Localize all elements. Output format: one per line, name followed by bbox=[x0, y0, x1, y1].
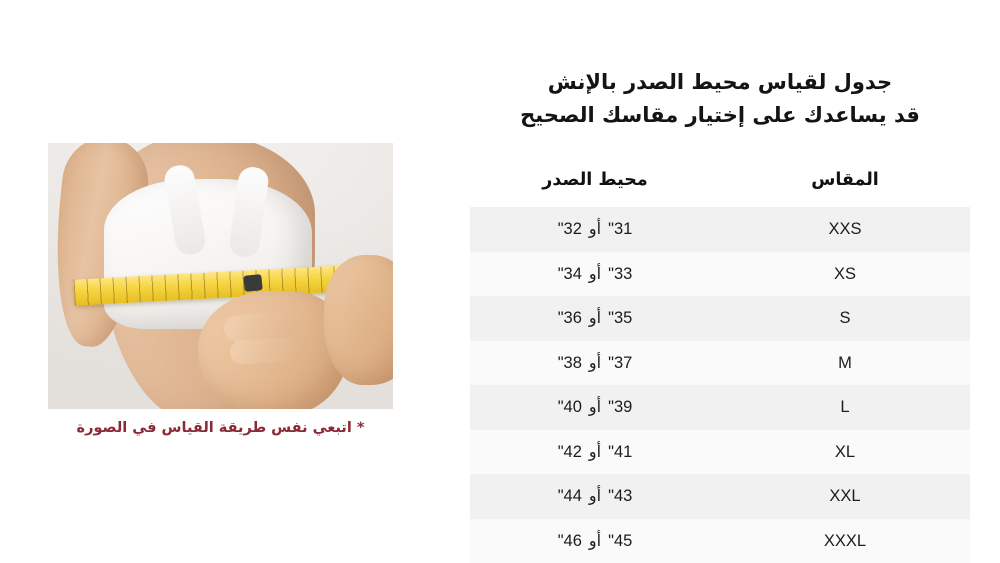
chest-value-a: 35" bbox=[608, 310, 632, 327]
chest-conjunction: أو bbox=[589, 399, 601, 415]
finger-shape bbox=[229, 337, 296, 364]
chest-value-b: 34" bbox=[558, 266, 582, 283]
chest-conjunction: أو bbox=[589, 533, 601, 549]
cell-size: XL bbox=[720, 444, 970, 461]
table-row bbox=[470, 430, 970, 475]
cell-chest bbox=[470, 488, 720, 505]
chest-conjunction: أو bbox=[589, 355, 601, 371]
table-row bbox=[470, 296, 970, 341]
cell-chest bbox=[470, 221, 720, 238]
chest-conjunction: أو bbox=[589, 221, 601, 237]
chest-value-b: 40" bbox=[558, 399, 582, 416]
chest-value-a: 39" bbox=[608, 399, 632, 416]
table-row bbox=[470, 341, 970, 386]
header-chest: محيط الصدر bbox=[470, 172, 720, 190]
cell-chest bbox=[470, 444, 720, 461]
chest-value-a: 43" bbox=[608, 488, 632, 505]
table-row bbox=[470, 252, 970, 297]
page-title bbox=[488, 66, 952, 131]
cell-size: L bbox=[720, 399, 970, 416]
photo-background bbox=[48, 143, 393, 409]
cell-chest bbox=[470, 399, 720, 416]
table-row bbox=[470, 519, 970, 563]
chest-value-a: 45" bbox=[608, 533, 632, 550]
chest-conjunction: أو bbox=[589, 488, 601, 504]
chest-value-b: 42" bbox=[558, 444, 582, 461]
title-line-2: قد يساعدك على إختيار مقاسك الصحيح bbox=[488, 99, 952, 132]
chest-conjunction: أو bbox=[589, 310, 601, 326]
cell-size: XXXL bbox=[720, 533, 970, 550]
photo-caption: * اتبعي نفس طريقة القياس في الصورة bbox=[48, 420, 393, 436]
chest-value-a: 37" bbox=[608, 355, 632, 372]
measurement-photo bbox=[48, 143, 393, 409]
chest-value-a: 33" bbox=[608, 266, 632, 283]
table-header-row bbox=[470, 155, 970, 207]
chest-value-b: 32" bbox=[558, 221, 582, 238]
chest-value-b: 38" bbox=[558, 355, 582, 372]
table-row bbox=[470, 385, 970, 430]
cell-chest bbox=[470, 533, 720, 550]
chart-panel bbox=[470, 0, 970, 562]
chest-value-a: 41" bbox=[608, 444, 632, 461]
table-row bbox=[470, 474, 970, 519]
chest-conjunction: أو bbox=[589, 266, 601, 282]
cell-size: M bbox=[720, 355, 970, 372]
cell-chest bbox=[470, 355, 720, 372]
hand-right bbox=[324, 255, 393, 385]
cell-size: XXL bbox=[720, 488, 970, 505]
cell-size: XS bbox=[720, 266, 970, 283]
chest-value-b: 36" bbox=[558, 310, 582, 327]
title-line-1: جدول لقياس محيط الصدر بالإنش bbox=[488, 66, 952, 99]
cell-chest bbox=[470, 266, 720, 283]
cell-size: S bbox=[720, 310, 970, 327]
cell-size: XXS bbox=[720, 221, 970, 238]
chest-conjunction: أو bbox=[589, 444, 601, 460]
cell-chest bbox=[470, 310, 720, 327]
header-size: المقاس bbox=[720, 172, 970, 190]
size-table bbox=[470, 155, 970, 563]
chest-value-a: 31" bbox=[608, 221, 632, 238]
tape-clip-icon bbox=[243, 274, 263, 292]
table-row bbox=[470, 207, 970, 252]
chest-value-b: 46" bbox=[558, 533, 582, 550]
chest-value-b: 44" bbox=[558, 488, 582, 505]
